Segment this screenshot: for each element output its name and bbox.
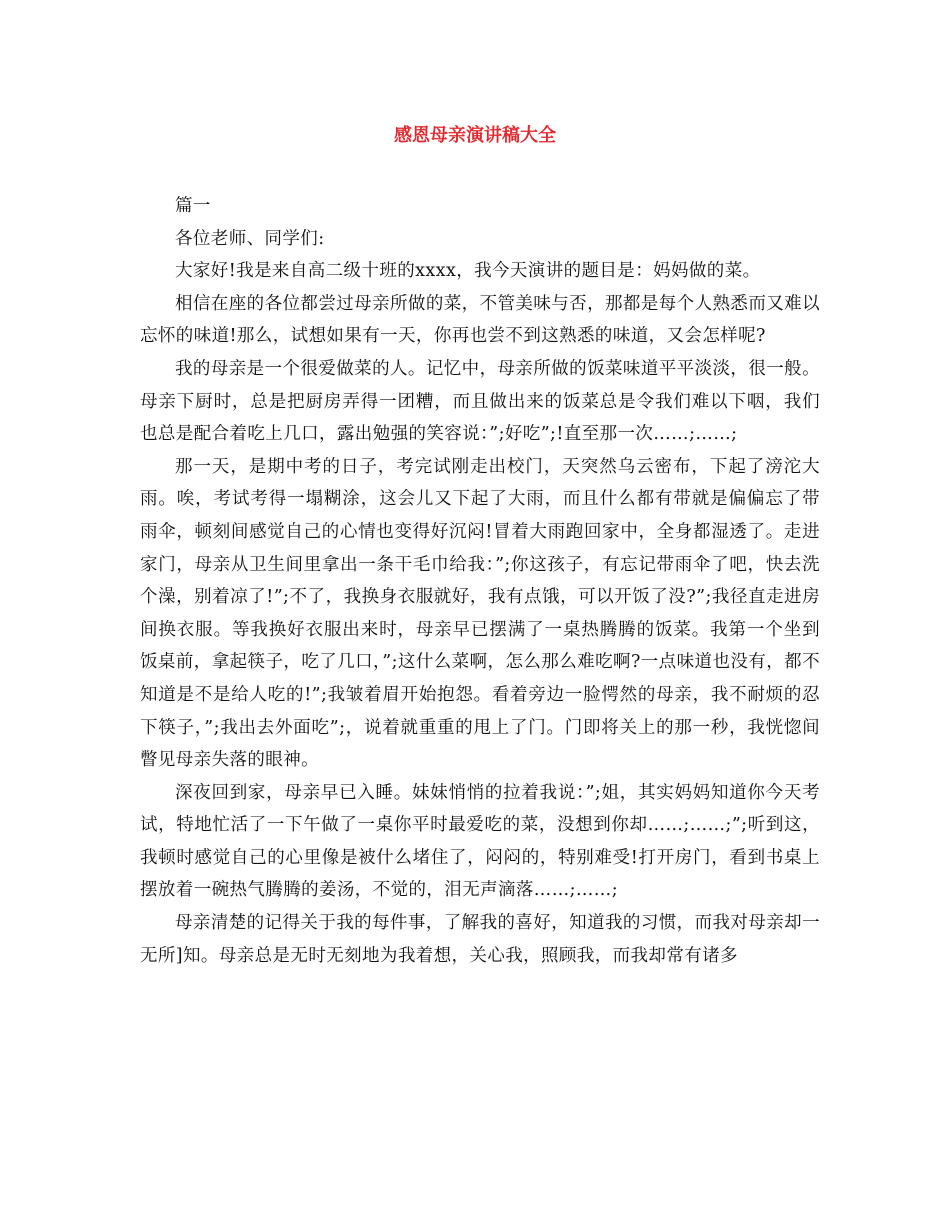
document-title: 感恩母亲演讲稿大全 bbox=[394, 125, 556, 146]
section-heading: 篇一 bbox=[175, 196, 211, 216]
body-paragraph: 大家好!我是来自高二级十班的xxxx，我今天演讲的题目是：妈妈做的菜。 bbox=[175, 261, 761, 282]
body-paragraph: 相信在座的各位都尝过母亲所做的菜，不管美味与否，那都是每个人熟悉而又难以忘怀的味道!那么，试想如果有一天，你再也尝不到这熟悉的味道，又会怎样呢? bbox=[140, 293, 820, 347]
body-paragraph: 那一天，是期中考的日子，考完试刚走出校门，天突然乌云密布，下起了滂沱大雨。唉，考试考得一塌糊涂，这会儿又下起了大雨，而且什么都有带就是偏偏忘了带雨伞，顿刻间感觉自己的心情也变得好沉闷!冒着大雨跑回家中，全身都湿透了。走进家门，母亲从卫生间里拿出一条干毛巾给我：”;你这孩子，有忘记带雨伞了吧，快去洗个澡，别着凉了!”;不了，我换身衣服就好，我有点饿，可以开饭了没?”;我径直走进房间换衣服。等我换好衣服出来时，母亲早已摆满了一桌热腾腾的饭菜。我第一个坐到饭桌前，拿起筷子，吃了几口，”;这什么菜啊，怎么那么难吃啊?一点味道也没有，都不知道是不是给人吃的!”;我皱着眉开始抱怨。看着旁边一脸愕然的母亲，我不耐烦的忍下筷子，”;我出去外面吃”;，说着就重重的甩上了门。门即将关上的那一秒，我恍惚间瞥见母亲失落的眼神。 bbox=[140, 456, 820, 771]
document-body bbox=[140, 190, 820, 972]
body-paragraph: 深夜回到家，母亲早已入睡。妹妹悄悄的拉着我说：”;姐，其实妈妈知道你今天考试，特地忙活了一下午做了一桌你平时最爱吃的菜，没想到你却……;……;”;听到这，我顿时感觉自己的心里像是被什么堵住了，闷闷的，特别难受!打开房门，看到书桌上摆放着一碗热气腾腾的姜汤，不觉的，泪无声滴落……;……; bbox=[140, 782, 820, 901]
body-paragraph: 我的母亲是一个很爱做菜的人。记忆中，母亲所做的饭菜味道平平淡淡，很一般。母亲下厨时，总是把厨房弄得一团糟，而且做出来的饭菜总是令我们难以下咽，我们也总是配合着吃上几口，露出勉强的笑容说：”;好吃”;!直至那一次……;……; bbox=[140, 358, 820, 445]
salutation: 各位老师、同学们: bbox=[175, 228, 325, 249]
body-paragraph: 母亲清楚的记得关于我的每件事，了解我的喜好，知道我的习惯，而我对母亲却一无所]知。母亲总是无时无刻地为我着想，关心我，照顾我，而我却常有诸多 bbox=[140, 913, 820, 966]
